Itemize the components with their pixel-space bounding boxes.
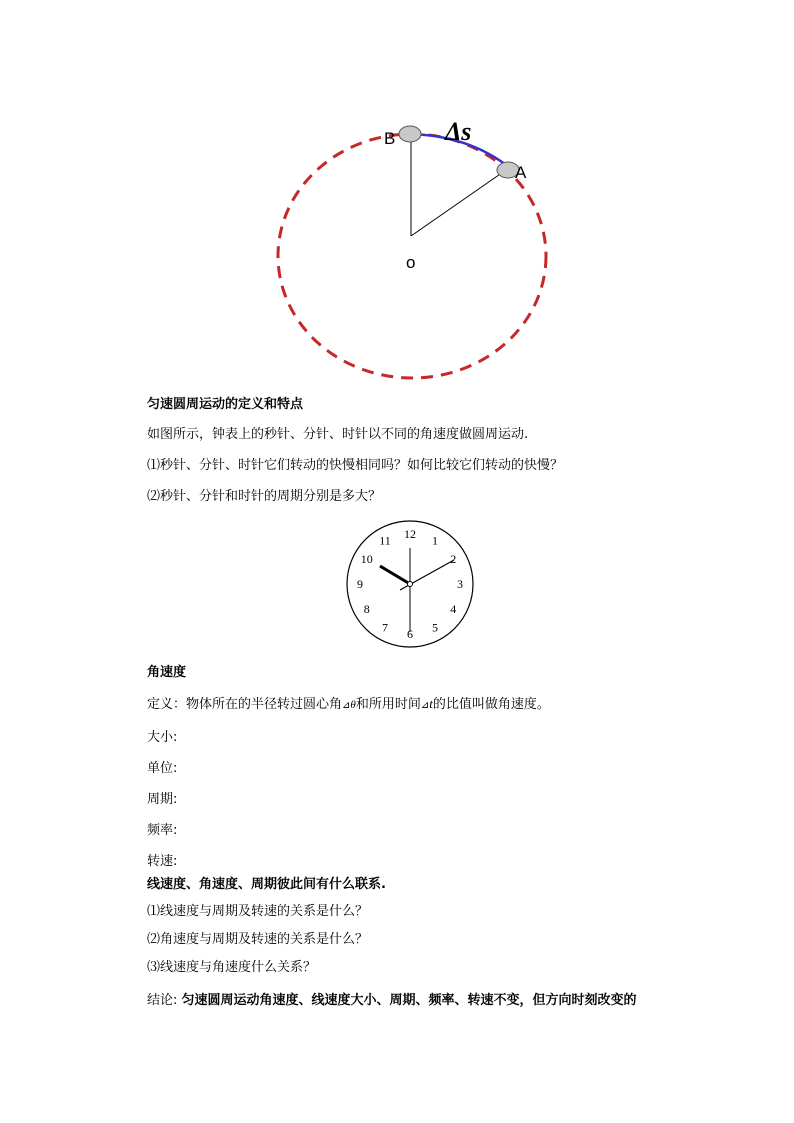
def-theta: θ	[350, 699, 356, 711]
def-prefix: 定义：物体所在的半径转过圆心角	[147, 697, 343, 712]
relationship-question-2: ⑵角速度与周期及转速的关系是什么？	[147, 932, 369, 947]
radius-oa	[411, 170, 506, 236]
field-frequency: 频率:	[147, 823, 178, 838]
clock-numeral-12: 12	[404, 527, 416, 541]
clock-numeral-8: 8	[363, 602, 370, 616]
relationship-question-3: ⑶线速度与角速度什么关系？	[147, 960, 317, 975]
relationship-question-1: ⑴线速度与周期及转速的关系是什么？	[147, 904, 369, 919]
clock-numeral-5: 5	[432, 620, 438, 635]
clock-numeral-1: 1	[432, 533, 438, 548]
label-o: o	[406, 253, 416, 272]
def-delta-1: ⊿	[342, 700, 351, 711]
clock-numeral-6: 6	[407, 627, 413, 641]
clock-numeral-11: 11	[379, 533, 391, 548]
field-rotation-speed: 转速:	[147, 854, 178, 869]
heading-relationships: 线速度、角速度、周期彼此间有什么联系.	[147, 877, 386, 892]
label-a: A	[515, 163, 527, 182]
question-1: ⑴秒针、分针、时针它们转动的快慢相同吗？如何比较它们转动的快慢？	[147, 458, 564, 473]
label-delta-s: Δs	[445, 117, 472, 146]
conclusion-text: 匀速圆周运动角速度、线速度大小、周期、频率、转速不变，但方向时刻改变的	[181, 993, 637, 1008]
clock-numeral-10: 10	[360, 552, 373, 566]
clock-numeral-3: 3	[457, 577, 463, 591]
def-mid: 和所用时间	[355, 697, 421, 712]
def-suffix: 的比值叫做角速度。	[432, 697, 550, 712]
field-unit: 单位:	[147, 761, 178, 776]
clock-center	[408, 582, 413, 587]
clock-numeral-7: 7	[382, 620, 388, 635]
intro-paragraph: 如图所示，钟表上的秒针、分针、时针以不同的角速度做圆周运动.	[147, 427, 529, 442]
definition-angular-velocity	[147, 695, 550, 715]
field-size: 大小:	[147, 730, 178, 745]
clock-numeral-9: 9	[357, 577, 363, 591]
conclusion	[147, 992, 637, 1010]
clock-numeral-4: 4	[450, 602, 457, 616]
def-t: t	[429, 696, 433, 711]
ball-b	[399, 126, 421, 142]
clock-diagram	[340, 520, 480, 650]
clock-numeral-2: 2	[450, 552, 457, 566]
field-period: 周期:	[147, 792, 178, 807]
def-delta-2: ⊿	[420, 700, 430, 711]
circular-motion-diagram	[260, 110, 570, 390]
question-2: ⑵秒针、分针和时针的周期分别是多大？	[147, 489, 382, 504]
label-b: B	[384, 129, 396, 148]
heading-angular-velocity: 角速度	[147, 665, 187, 680]
conclusion-label: 结论:	[147, 993, 178, 1008]
heading-uniform-circular-motion: 匀速圆周运动的定义和特点	[147, 397, 304, 412]
